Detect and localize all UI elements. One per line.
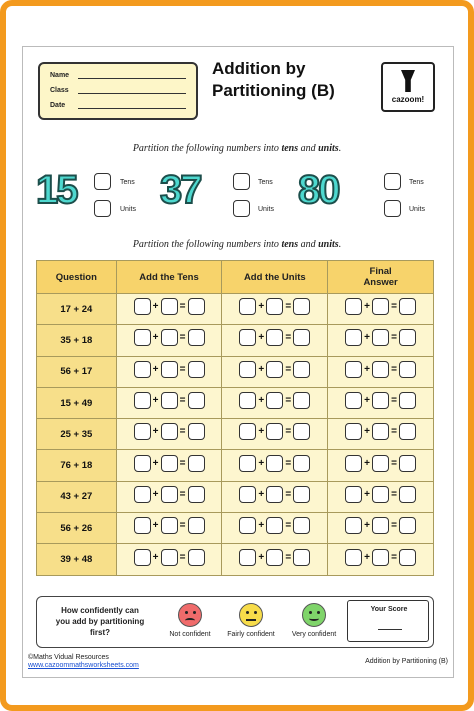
units-equation [239,329,310,346]
units-cell [222,325,328,356]
tens-cell [116,450,222,481]
score-label: Your Score [370,606,408,613]
units-label-3: Units [409,206,425,213]
equals-sign: = [285,551,292,563]
final-equation [345,298,416,315]
table-row [37,544,434,575]
plus-sign: + [258,488,265,500]
answer-box[interactable] [372,455,389,472]
units-cell [222,356,328,387]
tens-cell [116,356,222,387]
units-cell [222,294,328,325]
answer-box[interactable] [161,423,178,440]
copyright-text: ©Maths Vidual Resources [28,654,109,661]
units-box-2[interactable] [233,200,250,217]
plus-sign: + [152,426,159,438]
answer-box[interactable] [399,486,416,503]
addition-table [36,260,434,576]
equals-sign: = [285,457,292,469]
question-cell: 17 + 24 [37,294,117,325]
question-cell: 15 + 49 [37,387,117,418]
title-line-2: Partitioning (B) [212,81,335,100]
plus-sign: + [258,395,265,407]
tens-label-2: Tens [258,179,273,186]
sad-face-icon[interactable] [178,603,202,627]
units-cell [222,387,328,418]
equals-sign: = [391,363,398,375]
tens-cell [116,387,222,418]
tens-cell [116,294,222,325]
equals-sign: = [391,488,398,500]
answer-box[interactable] [239,329,256,346]
answer-box[interactable] [293,392,310,409]
units-cell [222,450,328,481]
answer-box[interactable] [161,517,178,534]
answer-box[interactable] [372,298,389,315]
score-line [378,629,402,630]
plus-sign: + [152,488,159,500]
cup-icon [401,70,415,92]
final-equation [345,517,416,534]
plus-sign: + [258,301,265,313]
answer-box[interactable] [399,455,416,472]
neutral-face-icon[interactable] [239,603,263,627]
answer-box[interactable] [399,361,416,378]
happy-face-icon[interactable] [302,603,326,627]
plus-sign: + [258,363,265,375]
equals-sign: = [285,301,292,313]
table-row [37,450,434,481]
answer-box[interactable] [239,455,256,472]
answer-box[interactable] [345,517,362,534]
table-row [37,387,434,418]
answer-box[interactable] [399,423,416,440]
answer-box[interactable] [345,298,362,315]
equals-sign: = [179,363,186,375]
equals-sign: = [179,332,186,344]
plus-sign: + [258,426,265,438]
answer-box[interactable] [372,486,389,503]
answer-box[interactable] [266,517,283,534]
website-link[interactable]: www.cazoommathsworksheets.com [28,662,139,669]
table-row [37,294,434,325]
fairly-confident-label: Fairly confident [227,631,275,638]
final-equation [345,455,416,472]
final-equation [345,423,416,440]
plus-sign: + [152,363,159,375]
tens-equation [134,298,205,315]
tens-cell [116,325,222,356]
final-cell [328,419,434,450]
tens-equation [134,329,205,346]
final-cell [328,513,434,544]
answer-box[interactable] [399,517,416,534]
tens-cell [116,544,222,575]
plus-sign: + [152,395,159,407]
equals-sign: = [391,395,398,407]
equals-sign: = [391,426,398,438]
date-line[interactable] [78,108,186,109]
question-cell: 39 + 48 [37,544,117,575]
units-box-3[interactable] [384,200,401,217]
plus-sign: + [364,301,371,313]
tens-equation [134,361,205,378]
worksheet-name: Addition by Partitioning (B) [365,658,448,665]
units-label-2: Units [258,206,274,213]
tens-cell [116,481,222,512]
answer-box[interactable] [372,517,389,534]
final-equation [345,392,416,409]
units-box-1[interactable] [94,200,111,217]
confidence-question: How confidently can you add by partitioning first? [55,606,145,637]
plus-sign: + [364,426,371,438]
answer-box[interactable] [345,361,362,378]
header-add-units: Add the Units [222,261,328,294]
plus-sign: + [364,395,371,407]
answer-box[interactable] [134,549,151,566]
answer-box[interactable] [345,455,362,472]
answer-box[interactable] [293,423,310,440]
answer-box[interactable] [293,455,310,472]
plus-sign: + [152,332,159,344]
equals-sign: = [179,520,186,532]
tens-equation [134,549,205,566]
answer-box[interactable] [266,329,283,346]
answer-box[interactable] [266,298,283,315]
answer-box[interactable] [345,392,362,409]
answer-box[interactable] [188,517,205,534]
plus-sign: + [364,332,371,344]
answer-box[interactable] [372,392,389,409]
date-label: Date [50,102,66,109]
units-equation [239,455,310,472]
plus-sign: + [152,551,159,563]
equals-sign: = [391,332,398,344]
tens-label-3: Tens [409,179,424,186]
equals-sign: = [285,520,292,532]
answer-box[interactable] [239,549,256,566]
equals-sign: = [179,426,186,438]
answer-box[interactable] [345,486,362,503]
tens-label-1: Tens [120,179,135,186]
answer-box[interactable] [239,298,256,315]
question-cell: 35 + 18 [37,325,117,356]
name-class-date-box [38,62,198,120]
equals-sign: = [179,551,186,563]
answer-box[interactable] [134,455,151,472]
answer-box[interactable] [293,361,310,378]
tens-box-2[interactable] [233,173,250,190]
header-final-answer: Final Answer [328,261,434,294]
plus-sign: + [364,363,371,375]
tens-equation [134,486,205,503]
cazoom-logo [381,62,435,112]
instruction-part2: Partition the following numbers into tens and units. [132,239,342,250]
big-number-3: 80 [298,168,339,212]
score-box[interactable] [347,600,429,642]
final-cell [328,294,434,325]
answer-box[interactable] [161,455,178,472]
plus-sign: + [152,301,159,313]
equals-sign: = [285,488,292,500]
table-row [37,419,434,450]
plus-sign: + [258,332,265,344]
answer-box[interactable] [345,423,362,440]
tens-cell [116,513,222,544]
answer-box[interactable] [188,329,205,346]
table-header-row [37,261,434,294]
answer-box[interactable] [134,486,151,503]
name-line[interactable] [78,78,186,79]
equals-sign: = [391,520,398,532]
answer-box[interactable] [239,392,256,409]
answer-box[interactable] [399,392,416,409]
tens-box-3[interactable] [384,173,401,190]
answer-box[interactable] [134,517,151,534]
answer-box[interactable] [399,549,416,566]
question-cell: 25 + 35 [37,419,117,450]
equals-sign: = [179,301,186,313]
units-label-1: Units [120,206,136,213]
final-cell [328,325,434,356]
units-equation [239,549,310,566]
answer-box[interactable] [399,298,416,315]
plus-sign: + [258,457,265,469]
answer-box[interactable] [134,329,151,346]
confidence-panel [36,596,434,648]
units-equation [239,298,310,315]
answer-box[interactable] [293,549,310,566]
answer-box[interactable] [266,361,283,378]
table-row [37,325,434,356]
answer-box[interactable] [293,486,310,503]
answer-box[interactable] [266,392,283,409]
class-line[interactable] [78,93,186,94]
units-equation [239,392,310,409]
final-cell [328,387,434,418]
answer-box[interactable] [188,298,205,315]
equals-sign: = [179,488,186,500]
name-label: Name [50,72,70,79]
header-question: Question [37,261,117,294]
equals-sign: = [391,301,398,313]
tens-equation [134,423,205,440]
final-cell [328,450,434,481]
answer-box[interactable] [134,361,151,378]
plus-sign: + [258,551,265,563]
tens-box-1[interactable] [94,173,111,190]
answer-box[interactable] [345,549,362,566]
answer-box[interactable] [372,329,389,346]
title-line-1: Addition by [212,59,306,78]
final-equation [345,361,416,378]
answer-box[interactable] [134,423,151,440]
units-cell [222,481,328,512]
equals-sign: = [285,363,292,375]
plus-sign: + [152,520,159,532]
question-cell: 43 + 27 [37,481,117,512]
final-equation [345,486,416,503]
not-confident-label: Not confident [169,631,211,638]
answer-box[interactable] [161,361,178,378]
units-cell [222,419,328,450]
units-equation [239,423,310,440]
answer-box[interactable] [161,486,178,503]
answer-box[interactable] [161,329,178,346]
answer-box[interactable] [372,549,389,566]
answer-box[interactable] [372,361,389,378]
answer-box[interactable] [134,392,151,409]
equals-sign: = [391,551,398,563]
answer-box[interactable] [188,392,205,409]
plus-sign: + [364,488,371,500]
worksheet-title [212,58,335,102]
answer-box[interactable] [345,329,362,346]
tens-equation [134,455,205,472]
tens-cell [116,419,222,450]
plus-sign: + [364,520,371,532]
answer-box[interactable] [161,298,178,315]
final-equation [345,549,416,566]
answer-box[interactable] [293,517,310,534]
answer-box[interactable] [293,298,310,315]
units-equation [239,486,310,503]
answer-box[interactable] [188,423,205,440]
logo-text: cazoom! [391,95,425,104]
tens-equation [134,517,205,534]
equals-sign: = [285,332,292,344]
question-cell: 56 + 26 [37,513,117,544]
answer-box[interactable] [161,392,178,409]
header-add-tens: Add the Tens [116,261,222,294]
table-row [37,356,434,387]
equals-sign: = [391,457,398,469]
final-equation [345,329,416,346]
instruction-part1: Partition the following numbers into tens and units. [132,143,342,154]
big-number-2: 37 [160,168,201,212]
answer-box[interactable] [293,329,310,346]
answer-box[interactable] [266,455,283,472]
answer-box[interactable] [239,517,256,534]
units-equation [239,361,310,378]
big-number-1: 15 [36,168,77,212]
answer-box[interactable] [239,423,256,440]
units-cell [222,544,328,575]
equals-sign: = [179,457,186,469]
answer-box[interactable] [134,298,151,315]
class-label: Class [50,87,69,94]
plus-sign: + [258,520,265,532]
plus-sign: + [364,457,371,469]
answer-box[interactable] [399,329,416,346]
answer-box[interactable] [266,549,283,566]
plus-sign: + [152,457,159,469]
answer-box[interactable] [266,486,283,503]
table-row [37,513,434,544]
table-row [37,481,434,512]
equals-sign: = [285,395,292,407]
units-equation [239,517,310,534]
final-cell [328,356,434,387]
question-cell: 76 + 18 [37,450,117,481]
answer-box[interactable] [188,361,205,378]
plus-sign: + [364,551,371,563]
units-cell [222,513,328,544]
very-confident-label: Very confident [291,631,337,638]
answer-box[interactable] [188,486,205,503]
final-cell [328,481,434,512]
question-cell: 56 + 17 [37,356,117,387]
answer-box[interactable] [372,423,389,440]
answer-box[interactable] [266,423,283,440]
equals-sign: = [179,395,186,407]
answer-box[interactable] [239,361,256,378]
answer-box[interactable] [188,549,205,566]
tens-equation [134,392,205,409]
answer-box[interactable] [161,549,178,566]
final-cell [328,544,434,575]
equals-sign: = [285,426,292,438]
answer-box[interactable] [239,486,256,503]
answer-box[interactable] [188,455,205,472]
